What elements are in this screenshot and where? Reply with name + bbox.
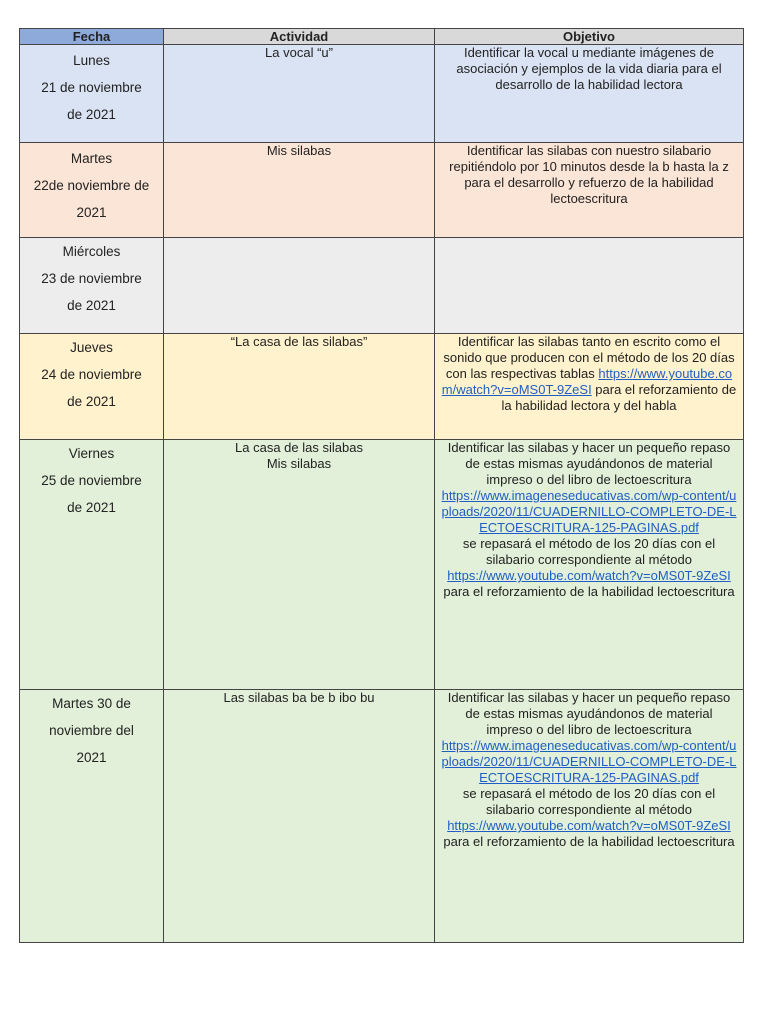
fecha-cell [20, 690, 164, 943]
objetivo-cell [435, 238, 744, 334]
actividad-cell [164, 440, 435, 690]
fecha-line: de 2021 [67, 394, 116, 409]
fecha-line: 22de noviembre de [33, 178, 150, 193]
fecha-cell [20, 45, 164, 143]
fecha-line: 23 de noviembre [41, 271, 142, 286]
objetivo-text: Identificar las silabas con nuestro silabario repitiéndolo por 10 minutos desde la b hasta la z para el desarrollo y refuerzo de la habilidad lectoescritura [449, 143, 729, 206]
table-row [20, 238, 744, 334]
fecha-line: Martes 30 de [52, 696, 131, 711]
actividad-cell [164, 45, 435, 143]
header-objetivo: Objetivo [435, 29, 744, 45]
objetivo-cell [435, 440, 744, 690]
table-row [20, 440, 744, 690]
fecha-line: Viernes [68, 446, 115, 461]
fecha-line: de 2021 [67, 298, 116, 313]
fecha-cell [20, 238, 164, 334]
objetivo-text: Identificar la vocal u mediante imágenes de asociación y ejemplos de la vida diaria para el desarrollo de la habilidad lectora [456, 45, 722, 92]
table-row [20, 143, 744, 238]
header-actividad: Actividad [164, 29, 435, 45]
table-row [20, 334, 744, 440]
fecha-cell [20, 334, 164, 440]
pdf-link[interactable]: https://www.imageneseducativas.com/wp-content/uploads/2020/11/CUADERNILLO-COMPLETO-DE-LECTOESCRITURA-125-PAGINAS.pdf [441, 488, 737, 535]
actividad-line: La vocal “u” [265, 45, 333, 60]
fecha-line: 24 de noviembre [41, 367, 142, 382]
objetivo-text: Identificar las silabas y hacer un pequeño repaso de estas mismas ayudándonos de material impreso o del libro de lectoescritura [447, 690, 731, 737]
fecha-line: de 2021 [67, 500, 116, 515]
objetivo-cell [435, 690, 744, 943]
fecha-line: de 2021 [67, 107, 116, 122]
objetivo-text: Identificar las silabas tanto en escrito como el sonido que producen con el método de los 20 días con las respectivas tablas [443, 334, 735, 381]
table-row [20, 45, 744, 143]
objetivo-text: para el reforzamiento de la habilidad lectora y del habla [501, 382, 737, 413]
actividad-cell [164, 143, 435, 238]
objetivo-text: para el reforzamiento de la habilidad lectoescritura [443, 834, 735, 849]
actividad-line: La casa de las silabas [235, 440, 363, 455]
objetivo-text: para el reforzamiento de la habilidad lectoescritura [443, 584, 735, 599]
actividad-line: “La casa de las silabas” [230, 334, 368, 349]
objetivo-text: Identificar las silabas y hacer un pequeño repaso de estas mismas ayudándonos de material impreso o del libro de lectoescritura [447, 440, 731, 487]
actividad-line: Las silabas ba be b ibo bu [223, 690, 375, 705]
fecha-line: 2021 [76, 205, 107, 220]
fecha-line: 25 de noviembre [41, 473, 142, 488]
objetivo-cell [435, 45, 744, 143]
youtube-link[interactable]: https://www.youtube.com/watch?v=oMS0T-9ZeSI [447, 568, 731, 583]
header-row [20, 29, 744, 45]
youtube-link[interactable]: https://www.youtube.com/watch?v=oMS0T-9ZeSI [447, 818, 731, 833]
youtube-link[interactable]: https://www.youtube.com/watch?v=oMS0T-9ZeSI [441, 366, 733, 397]
fecha-cell [20, 440, 164, 690]
fecha-line: Martes [70, 151, 113, 166]
fecha-line: Miércoles [62, 244, 121, 259]
actividad-cell [164, 238, 435, 334]
actividad-cell [164, 690, 435, 943]
pdf-link[interactable]: https://www.imageneseducativas.com/wp-content/uploads/2020/11/CUADERNILLO-COMPLETO-DE-LECTOESCRITURA-125-PAGINAS.pdf [441, 738, 737, 785]
table-row [20, 690, 744, 943]
objetivo-text: se repasará el método de los 20 días con el silabario correspondiente al método [462, 536, 716, 567]
objetivo-text: se repasará el método de los 20 días con el silabario correspondiente al método [462, 786, 716, 817]
planning-table [19, 28, 744, 943]
fecha-line: 21 de noviembre [41, 80, 142, 95]
actividad-cell [164, 334, 435, 440]
actividad-line: Mis silabas [266, 143, 332, 158]
header-fecha: Fecha [20, 29, 164, 45]
fecha-line: Lunes [73, 53, 110, 68]
objetivo-cell [435, 334, 744, 440]
fecha-cell [20, 143, 164, 238]
objetivo-cell [435, 143, 744, 238]
fecha-line: Jueves [70, 340, 113, 355]
actividad-line: Mis silabas [266, 456, 332, 471]
fecha-line: noviembre del [49, 723, 134, 738]
fecha-line: 2021 [76, 750, 107, 765]
